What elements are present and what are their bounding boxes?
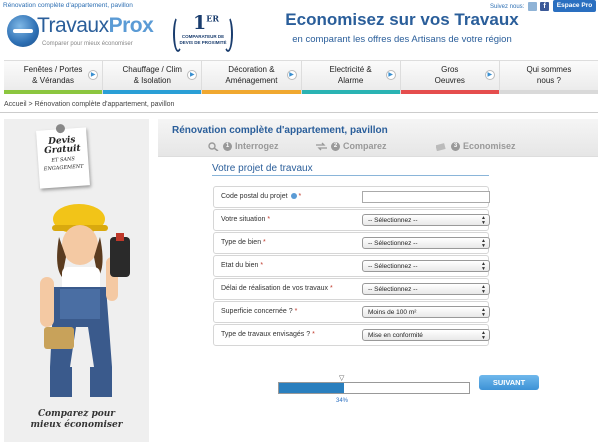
follow-us-label: Suivez nous: (490, 4, 525, 10)
logo-tagline: Comparer pour mieux économiser (42, 41, 133, 47)
step-label: Comparez (343, 141, 387, 151)
facebook-icon[interactable]: f (540, 2, 549, 11)
breadcrumb-current: Rénovation complète d'appartement, pavillon (34, 101, 175, 108)
nav-item-chauffage[interactable]: Chauffage / Clim & Isolation ▶ (103, 61, 202, 94)
quote-form-panel (158, 119, 598, 442)
step-number: 2 (331, 142, 340, 151)
info-icon[interactable] (291, 193, 297, 199)
next-button[interactable]: SUIVANT (479, 375, 539, 390)
magnifier-icon (208, 142, 219, 151)
page-top-title: Rénovation complète d'appartement, pavillon (3, 2, 133, 9)
nav-item-gros-oeuvres[interactable]: Gros Oeuvres ▶ (401, 61, 500, 94)
postal-code-row (213, 186, 489, 208)
headline-subtitle: en comparant les offres des Artisans de votre région (292, 34, 512, 45)
step-comparez (316, 141, 387, 151)
property-type-row (213, 232, 489, 254)
property-state-label: Etat du bien * (221, 262, 264, 269)
money-icon (436, 142, 447, 151)
pin-icon (56, 124, 66, 134)
updown-chevron-icon: ▲ ▼ (481, 284, 486, 295)
updown-chevron-icon: ▲ ▼ (481, 261, 486, 272)
surface-label: Superficie concernée ? * (221, 308, 298, 315)
travauxprox-logo[interactable] (7, 11, 162, 53)
updown-chevron-icon: ▲ ▼ (481, 330, 486, 341)
work-type-row (213, 324, 489, 346)
deadline-row (213, 278, 489, 300)
worker-illustration (24, 197, 149, 405)
section-underline (212, 175, 489, 176)
work-type-select[interactable]: Mise en conformité ▲ ▼ (362, 329, 490, 341)
nav-item-qui-sommes-nous[interactable]: Qui sommes nous ? (500, 61, 598, 94)
breadcrumb-home-link[interactable]: Accueil (4, 101, 27, 108)
free-quote-postit (36, 127, 90, 188)
logo-name: TravauxProx (37, 14, 154, 37)
nav-item-fenetres[interactable]: Fenêtes / Portes & Vérandas ▶ (4, 61, 103, 94)
surface-row (213, 301, 489, 323)
nav-color-bar (401, 90, 499, 94)
situation-row (213, 209, 489, 231)
divider (0, 112, 598, 113)
category-navbar (4, 60, 598, 94)
badge-text: COMPARATEUR DE DEVIS DE PROXIMITÉ (179, 34, 227, 45)
logo-emblem-icon (7, 15, 39, 47)
postit-line: Devis (47, 135, 76, 147)
updown-chevron-icon: ▲ ▼ (481, 215, 486, 226)
nav-item-decoration[interactable]: Décoration & Aménagement ▶ (202, 61, 301, 94)
breadcrumb-separator: > (28, 101, 33, 108)
nav-color-bar (302, 90, 400, 94)
espace-pro-button[interactable]: Espace Pro (553, 0, 596, 12)
progress-marker-icon: ▽ (339, 375, 345, 382)
progress-label: 34% (336, 398, 349, 404)
header-headline (262, 10, 542, 45)
property-type-label: Type de bien * (221, 239, 266, 246)
chevron-right-icon: ▶ (187, 70, 197, 80)
work-type-label: Type de travaux envisagés ? * (221, 331, 315, 338)
section-title: Votre projet de travaux (212, 163, 313, 174)
form-header (158, 119, 598, 157)
compare-slogan (4, 409, 149, 431)
situation-label: Votre situation * (221, 216, 271, 223)
step-economisez (436, 141, 516, 151)
property-state-row (213, 255, 489, 277)
step-number: 3 (451, 142, 460, 151)
updown-chevron-icon: ▲ ▼ (481, 307, 486, 318)
postit-line: Gratuit (43, 143, 82, 157)
chevron-right-icon: ▶ (485, 70, 495, 80)
property-state-select[interactable]: -- Sélectionnez -- ▲ ▼ (362, 260, 490, 272)
breadcrumb (4, 101, 174, 108)
progress-bar (278, 382, 470, 394)
deadline-select[interactable]: -- Sélectionnez -- ▲ ▼ (362, 283, 490, 295)
nav-item-electricite[interactable]: Electricité & Alarme ▶ (302, 61, 401, 94)
deadline-label: Délai de réalisation de vos travaux * (221, 285, 333, 292)
situation-select[interactable]: -- Sélectionnez -- ▲ ▼ (362, 214, 490, 226)
step-interrogez (208, 141, 279, 151)
badge-number: 1ER (193, 12, 219, 34)
postit-line: ET SANS (51, 156, 76, 164)
progress-fill (279, 383, 344, 393)
chevron-right-icon: ▶ (88, 70, 98, 80)
slogan-line: Comparez pour (37, 409, 116, 419)
form-title: Rénovation complète d'appartement, pavillon (172, 125, 388, 136)
postit-line: ENGAGEMENT (43, 163, 84, 173)
headline-title: Economisez sur vos Travaux (285, 10, 519, 29)
surface-select[interactable]: Moins de 100 m² ▲ ▼ (362, 306, 490, 318)
step-number: 1 (223, 142, 232, 151)
nav-color-bar (202, 90, 300, 94)
nav-color-bar (103, 90, 201, 94)
step-label: Economisez (463, 141, 516, 151)
slogan-line: mieux économiser (30, 420, 123, 430)
chevron-right-icon: ▶ (386, 70, 396, 80)
postal-code-label: Code postal du projet * (221, 193, 302, 200)
postal-code-input[interactable] (362, 191, 490, 203)
property-type-select[interactable]: -- Sélectionnez -- ▲ ▼ (362, 237, 490, 249)
promo-panel (4, 119, 149, 442)
step-label: Interrogez (235, 141, 279, 151)
arrows-icon (316, 142, 327, 151)
updown-chevron-icon: ▲ ▼ (481, 238, 486, 249)
nav-color-bar (500, 90, 598, 94)
twitter-icon[interactable] (528, 2, 537, 11)
nav-color-bar (4, 90, 102, 94)
chevron-right-icon: ▶ (287, 70, 297, 80)
first-comparator-badge (173, 12, 233, 58)
